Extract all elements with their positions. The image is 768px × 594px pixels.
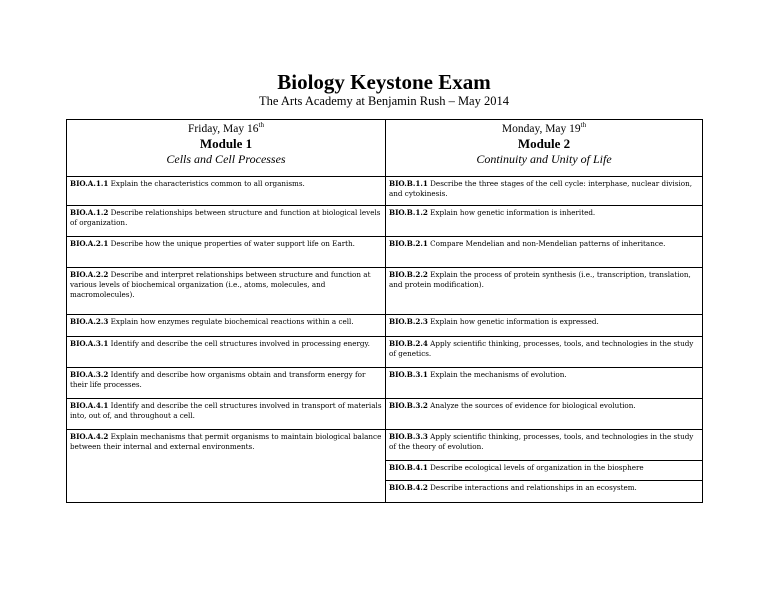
table-row: BIO.A.1.1 Explain the characteristics common to all organisms.: [67, 177, 385, 206]
table-row: BIO.B.2.1 Compare Mendelian and non-Mendelian patterns of inheritance.: [386, 237, 702, 268]
table-row: BIO.B.1.1 Describe the three stages of the cell cycle: interphase, nuclear division, and cytokinesis.: [386, 177, 702, 206]
table-row: BIO.B.2.2 Explain the process of protein synthesis (i.e., transcription, translation, and protein modification).: [386, 268, 702, 315]
table-row: BIO.A.2.2 Describe and interpret relationships between structure and function at various levels of biochemical organization (i.e., atoms, molecules, and macromolecules).: [67, 268, 385, 315]
table-row: BIO.B.3.2 Analyze the sources of evidence for biological evolution.: [386, 399, 702, 430]
module-1-title: Module 1: [199, 136, 253, 151]
module-2-topic: Continuity and Unity of Life: [476, 152, 612, 166]
module-2-header: [386, 120, 702, 177]
table-row: BIO.A.3.1 Identify and describe the cell structures involved in processing energy.: [67, 337, 385, 368]
table-row: BIO.A.3.2 Identify and describe how organisms obtain and transform energy for their life processes.: [67, 368, 385, 399]
table-row: BIO.B.3.3 Apply scientific thinking, processes, tools, and technologies in the study of the theory of evolution.: [386, 430, 702, 461]
table-row: BIO.B.2.4 Apply scientific thinking, processes, tools, and technologies in the study of genetics.: [386, 337, 702, 368]
table-row: BIO.A.1.2 Describe relationships between structure and function at biological levels of organization.: [67, 206, 385, 237]
module-2-title: Module 2: [517, 136, 571, 151]
schedule-table: [66, 119, 703, 503]
table-row: BIO.B.4.1 Describe ecological levels of organization in the biosphere: [386, 461, 702, 481]
module-2-date: Monday, May 19th: [501, 121, 587, 135]
table-row: BIO.A.4.2 Explain mechanisms that permit organisms to maintain biological balance between their internal and external environments.: [70, 432, 382, 451]
module-1-column: [67, 120, 385, 502]
module-2-column: [386, 120, 702, 502]
document-title: Biology Keystone Exam: [277, 70, 491, 94]
module-1-header: [67, 120, 385, 177]
table-row: BIO.B.2.3 Explain how genetic information is expressed.: [386, 315, 702, 337]
table-row: BIO.B.4.2 Describe interactions and relationships in an ecosystem.: [389, 483, 637, 492]
table-row: BIO.B.1.2 Explain how genetic information is inherited.: [386, 206, 702, 237]
table-row: BIO.A.2.1 Describe how the unique properties of water support life on Earth.: [67, 237, 385, 268]
module-1-topic: Cells and Cell Processes: [166, 152, 286, 166]
module-1-date: Friday, May 16th: [188, 121, 264, 135]
table-row: BIO.A.4.1 Identify and describe the cell structures involved in transport of materials into, out of, and throughout a cell.: [67, 399, 385, 430]
table-row: BIO.B.3.1 Explain the mechanisms of evolution.: [386, 368, 702, 399]
table-row: BIO.A.2.3 Explain how enzymes regulate biochemical reactions within a cell.: [67, 315, 385, 337]
document-subtitle: The Arts Academy at Benjamin Rush – May 2014: [259, 94, 509, 108]
